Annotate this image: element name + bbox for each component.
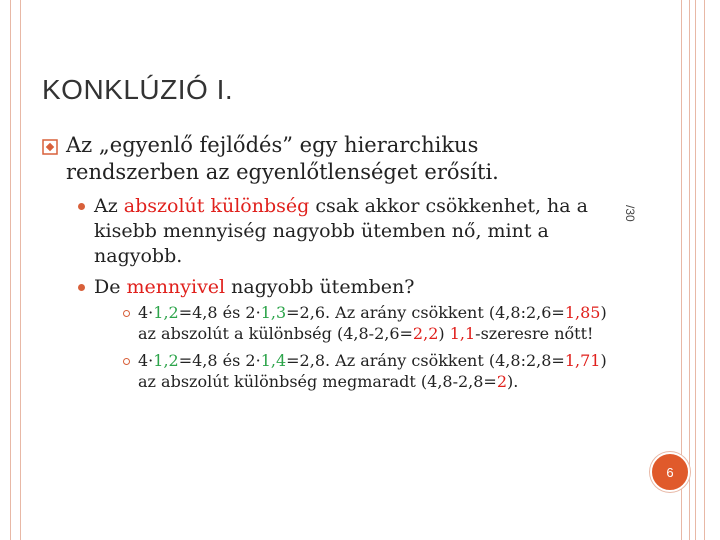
diamond-square-bullet-icon (42, 139, 58, 155)
sub1-red-value: 1,85 (564, 303, 601, 322)
sub2-text: 4· (138, 351, 154, 370)
item-a-line-1 (94, 194, 588, 218)
sub2-red-value: 1,71 (564, 351, 601, 370)
item-a-line-3: nagyobb. (94, 245, 183, 267)
level1-line-2: rendszerben az egyenlőtlenséget erősíti. (66, 160, 499, 184)
slide-side-counter: /30 (623, 205, 637, 222)
sub1-text: az abszolút a különbség (4,8-2,6= (138, 324, 413, 343)
slide-title: KONKLÚZIÓ I. (42, 74, 234, 105)
sub2-text: az abszolút különbség megmaradt (4,8-2,8= (138, 372, 497, 391)
sub1-text: ) (438, 324, 450, 343)
sub1-text: -szeresre nőtt! (475, 324, 594, 343)
sub2-line-1 (138, 351, 607, 371)
item-a-suffix: csak akkor csökkenhet, ha a (309, 195, 588, 217)
sub2-red-value: 2 (496, 372, 508, 391)
item-b-suffix: nagyobb ütemben? (225, 276, 415, 298)
sub1-red-value: 2,2 (412, 324, 439, 343)
sub1-line-1 (138, 303, 607, 323)
sub2-green-value: 1,4 (260, 351, 287, 370)
item-a-line-2: kisebb mennyiség nagyobb ütemben nő, mint a (94, 220, 549, 242)
level1-line-1: Az „egyenlő fejlődés” egy hierarchikus (66, 133, 479, 157)
sub1-line-2 (138, 324, 593, 344)
sub1-green-value: 1,2 (153, 303, 179, 322)
item-b-prefix: De (94, 276, 127, 298)
sub2-text: =2,8. Az arány csökkent (4,8:2,8= (286, 351, 565, 370)
sub2-text: ) (600, 351, 607, 370)
sub1-red-value: 1,1 (449, 324, 476, 343)
sub1-text: =2,6. Az arány csökkent (4,8:2,6= (286, 303, 565, 322)
sub2-line-2 (138, 372, 518, 392)
sub1-text: 4· (138, 303, 154, 322)
sub2-text: =4,8 és 2· (178, 351, 261, 370)
filled-dot-bullet-icon (78, 284, 85, 291)
sub2-green-value: 1,2 (153, 351, 179, 370)
hollow-circle-bullet-icon (123, 310, 130, 317)
sub1-text: =4,8 és 2· (178, 303, 261, 322)
item-b-line-1 (94, 275, 414, 299)
right-frame-inner-border (689, 0, 696, 540)
hollow-circle-bullet-icon (123, 358, 130, 365)
sub1-text: ) (600, 303, 607, 322)
sub1-green-value: 1,3 (260, 303, 287, 322)
item-a-prefix: Az (94, 195, 124, 217)
sub2-text: ). (507, 372, 519, 391)
filled-dot-bullet-icon (78, 203, 85, 210)
page-number-text: 6 (666, 464, 674, 480)
item-b-highlight: mennyivel (126, 276, 226, 298)
page-number-badge (650, 452, 690, 492)
item-a-highlight: abszolút különbség (123, 195, 310, 217)
left-frame-border (10, 0, 21, 540)
